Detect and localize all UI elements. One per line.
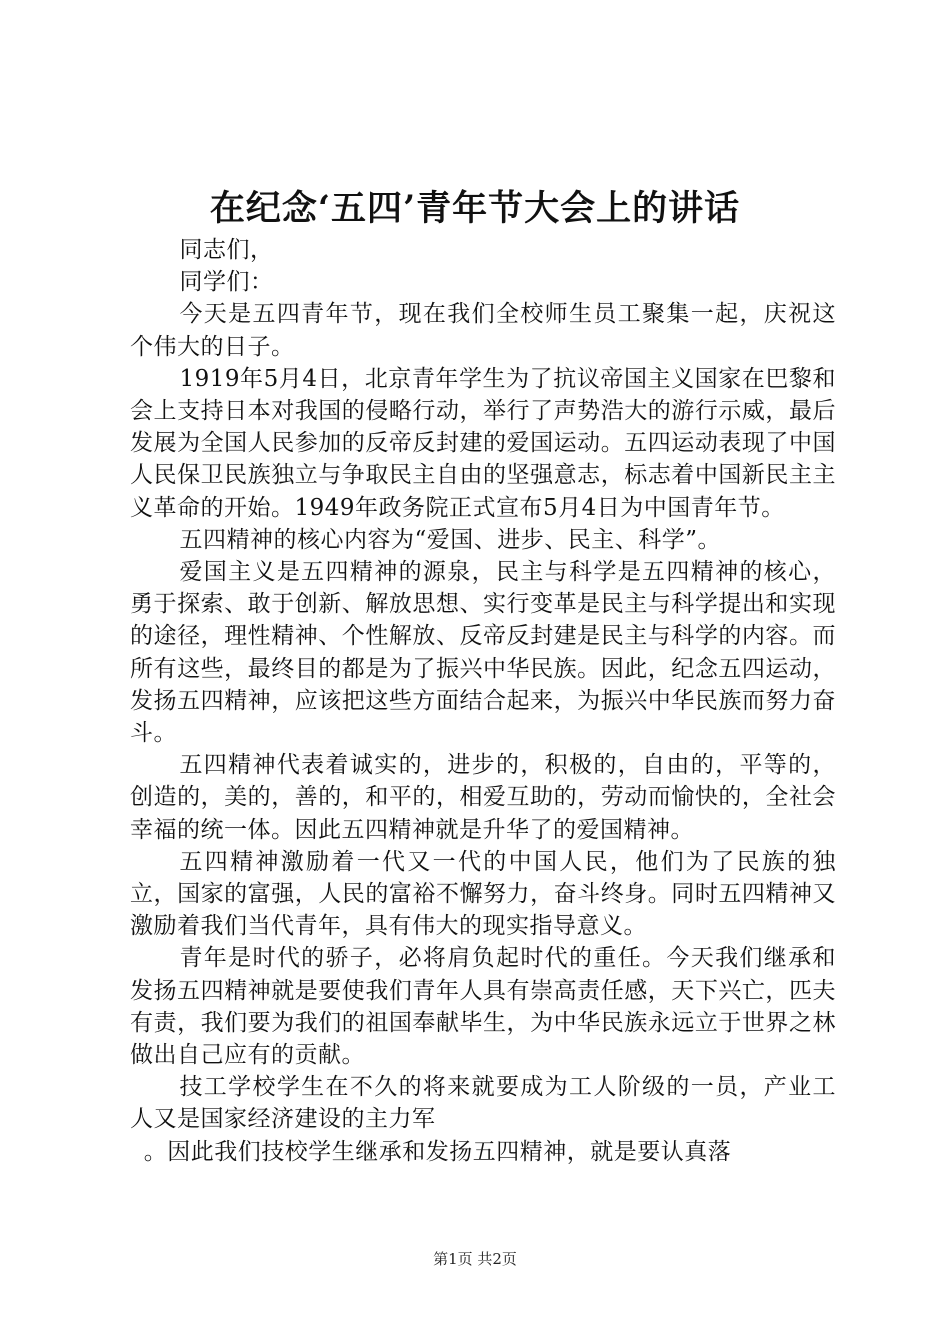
paragraph-6: 五四精神激励着一代又一代的中国人民，他们为了民族的独立，国家的富强，人民的富裕不懈努力，奋斗终身。同时五四精神又激励着我们当代青年，具有伟大的现实指导意义。 <box>130 848 836 940</box>
paragraph-9: 。因此我们技校学生继承和发扬五四精神，就是要认真落 <box>143 1138 732 1165</box>
paragraph-5: 五四精神代表着诚实的，进步的，积极的，自由的，平等的，创造的，美的，善的，和平的，相爱互助的，劳动而愉快的，全社会幸福的统一体。因此五四精神就是升华了的爱国精神。 <box>130 752 836 843</box>
paragraph-greeting-2: 同学们： <box>179 269 274 296</box>
document-title: 在纪念‘五四’青年节大会上的讲话 <box>209 188 741 229</box>
paragraph-3: 五四精神的核心内容为“爱国、进步、民主、科学”。 <box>179 526 721 553</box>
paragraph-8: 技工学校学生在不久的将来就要成为工人阶级的一员，产业工人又是国家经济建设的主力军 <box>130 1074 836 1133</box>
paragraph-1: 今天是五四青年节，现在我们全校师生员工聚集一起，庆祝这个伟大的日子。 <box>130 301 836 360</box>
paragraph-2: 1919年5月4日，北京青年学生为了抗议帝国主义国家在巴黎和会上支持日本对我国的侵略行动，举行了声势浩大的游行示威，最后发展为全国人民参加的反帝反封建的爱国运动。五四运动表现了中国人民保卫民族独立与争取民主自由的坚强意志，标志着中国新民主主义革命的开始。1949年政务院正式宣布5月4日为中国青年节。 <box>130 365 836 521</box>
paragraph-4: 爱国主义是五四精神的源泉，民主与科学是五四精神的核心，勇于探索、敢于创新、解放思想、实行变革是民主与科学提出和实现的途径，理性精神、个性解放、反帝反封建是民主与科学的内容。而所有这些，最终目的都是为了振兴中华民族。因此，纪念五四运动，发扬五四精神，应该把这些方面结合起来，为振兴中华民族而努力奋斗。 <box>130 559 836 747</box>
paragraph-7: 青年是时代的骄子，必将肩负起时代的重任。今天我们继承和发扬五四精神就是要使我们青年人具有崇高责任感，天下兴亡，匹夫有责，我们要为我们的祖国奉献毕生，为中华民族永远立于世界之林做出自己应有的贡献。 <box>130 945 836 1069</box>
paragraph-greeting-1: 同志们， <box>179 237 274 263</box>
document-body <box>130 234 836 1168</box>
page-number-footer: 第1页 共2页 <box>433 1250 517 1268</box>
